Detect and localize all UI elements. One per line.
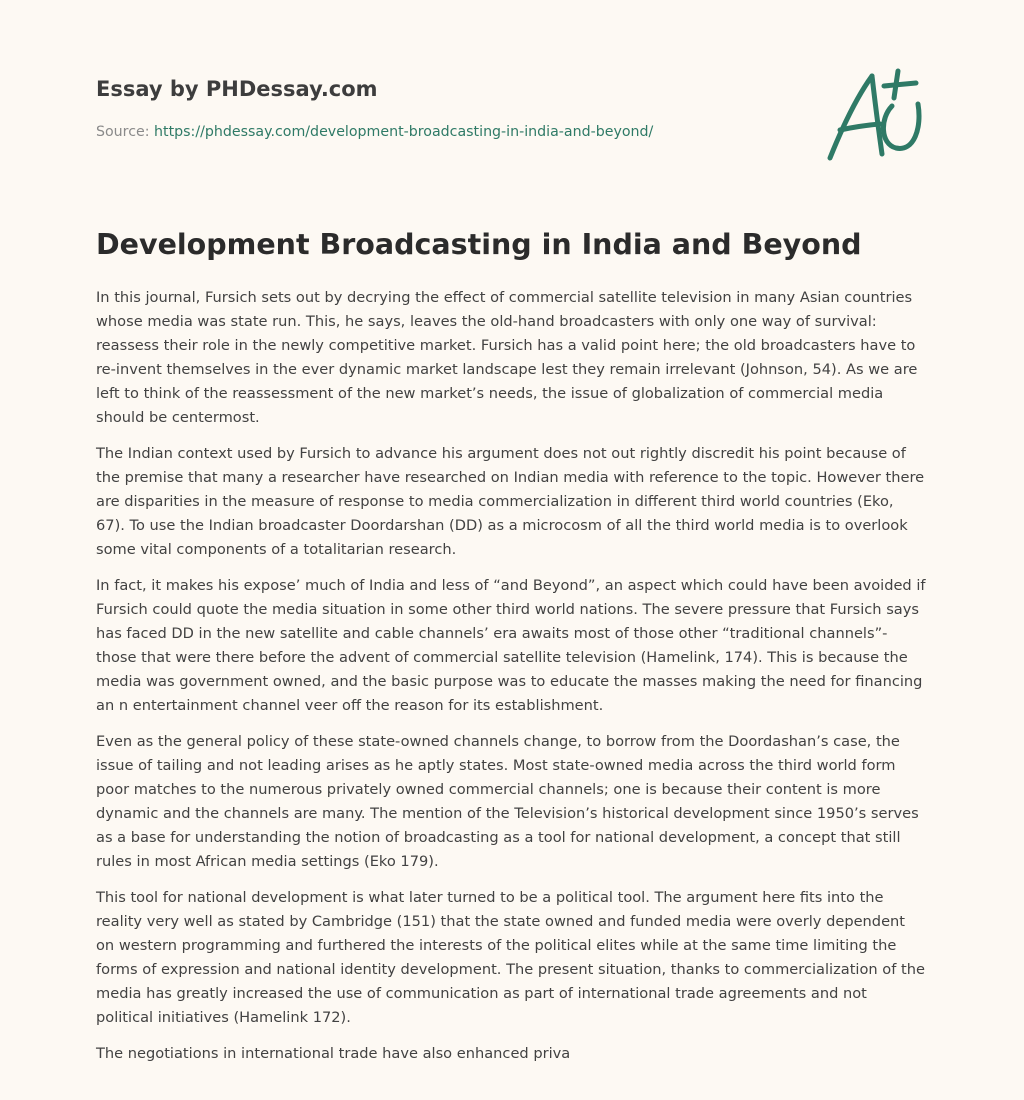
essay-paragraph: Even as the general policy of these state-owned channels change, to borrow from the Doordashan’s case, the issue of tailing and not leading arises as he aptly states. Most state-owned media across the third world form poor matches to the numerous privately owned commercial channels; one is because their content is more dynamic and the channels are many. The mention of the Television’s historical development since 1950’s serves as a base for understanding the notion of broadcasting as a tool for national development, a concept that still rules in most African media settings (Eko 179). (96, 733, 919, 870)
brand-title: Essay by PHDessay.com (96, 77, 378, 101)
a-plus-logo-icon (822, 66, 928, 166)
essay-body (96, 286, 926, 1078)
essay-paragraph: In fact, it makes his expose’ much of India and less of “and Beyond”, an aspect which could have been avoided if Fursich could quote the media situation in some other third world nations. The severe pressure that Fursich says has faced DD in the new satellite and cable channels’ era awaits most of those other “traditional channels”- those that were there before the advent of commercial satellite television (Hamelink, 174). This is because the media was government owned, and the basic purpose was to educate the masses making the need for financing an n entertainment channel veer off the reason for its establishment. (96, 577, 926, 714)
essay-paragraph: This tool for national development is what later turned to be a political tool. The argument here fits into the reality very well as stated by Cambridge (151) that the state owned and funded media were overly dependent on western programming and furthered the interests of the political elites while at the same time limiting the forms of expression and national identity development. The present situation, thanks to commercialization of the media has greatly increased the use of communication as part of international trade agreements and not political initiatives (Hamelink 172). (96, 889, 925, 1026)
essay-header (96, 74, 796, 142)
essay-paragraph: In this journal, Fursich sets out by decrying the effect of commercial satellite television in many Asian countries whose media was state run. This, he says, leaves the old-hand broadcasters with only one way of survival: reassess their role in the newly competitive market. Fursich has a valid point here; the old broadcasters have to re-invent themselves in the ever dynamic market landscape lest they remain irrelevant (Johnson, 54). As we are left to think of the reassessment of the new market’s needs, the issue of globalization of commercial media should be centermost. (96, 289, 918, 426)
source-label: Source: (96, 124, 155, 140)
source-line (96, 122, 796, 142)
source-link[interactable]: https://phdessay.com/development-broadcasting-in-india-and-beyond/ (154, 124, 654, 140)
essay-title: Development Broadcasting in India and Beyond (96, 228, 862, 261)
essay-paragraph: The negotiations in international trade have also enhanced priva (96, 1045, 571, 1062)
essay-paragraph: The Indian context used by Fursich to advance his argument does not out rightly discredit his point because of the premise that many a researcher have researched on Indian media with reference to the topic. However there are disparities in the measure of response to media commercialization in different third world countries (Eko, 67). To use the Indian broadcaster Doordarshan (DD) as a microcosm of all the third world media is to overlook some vital components of a totalitarian research. (96, 445, 925, 558)
